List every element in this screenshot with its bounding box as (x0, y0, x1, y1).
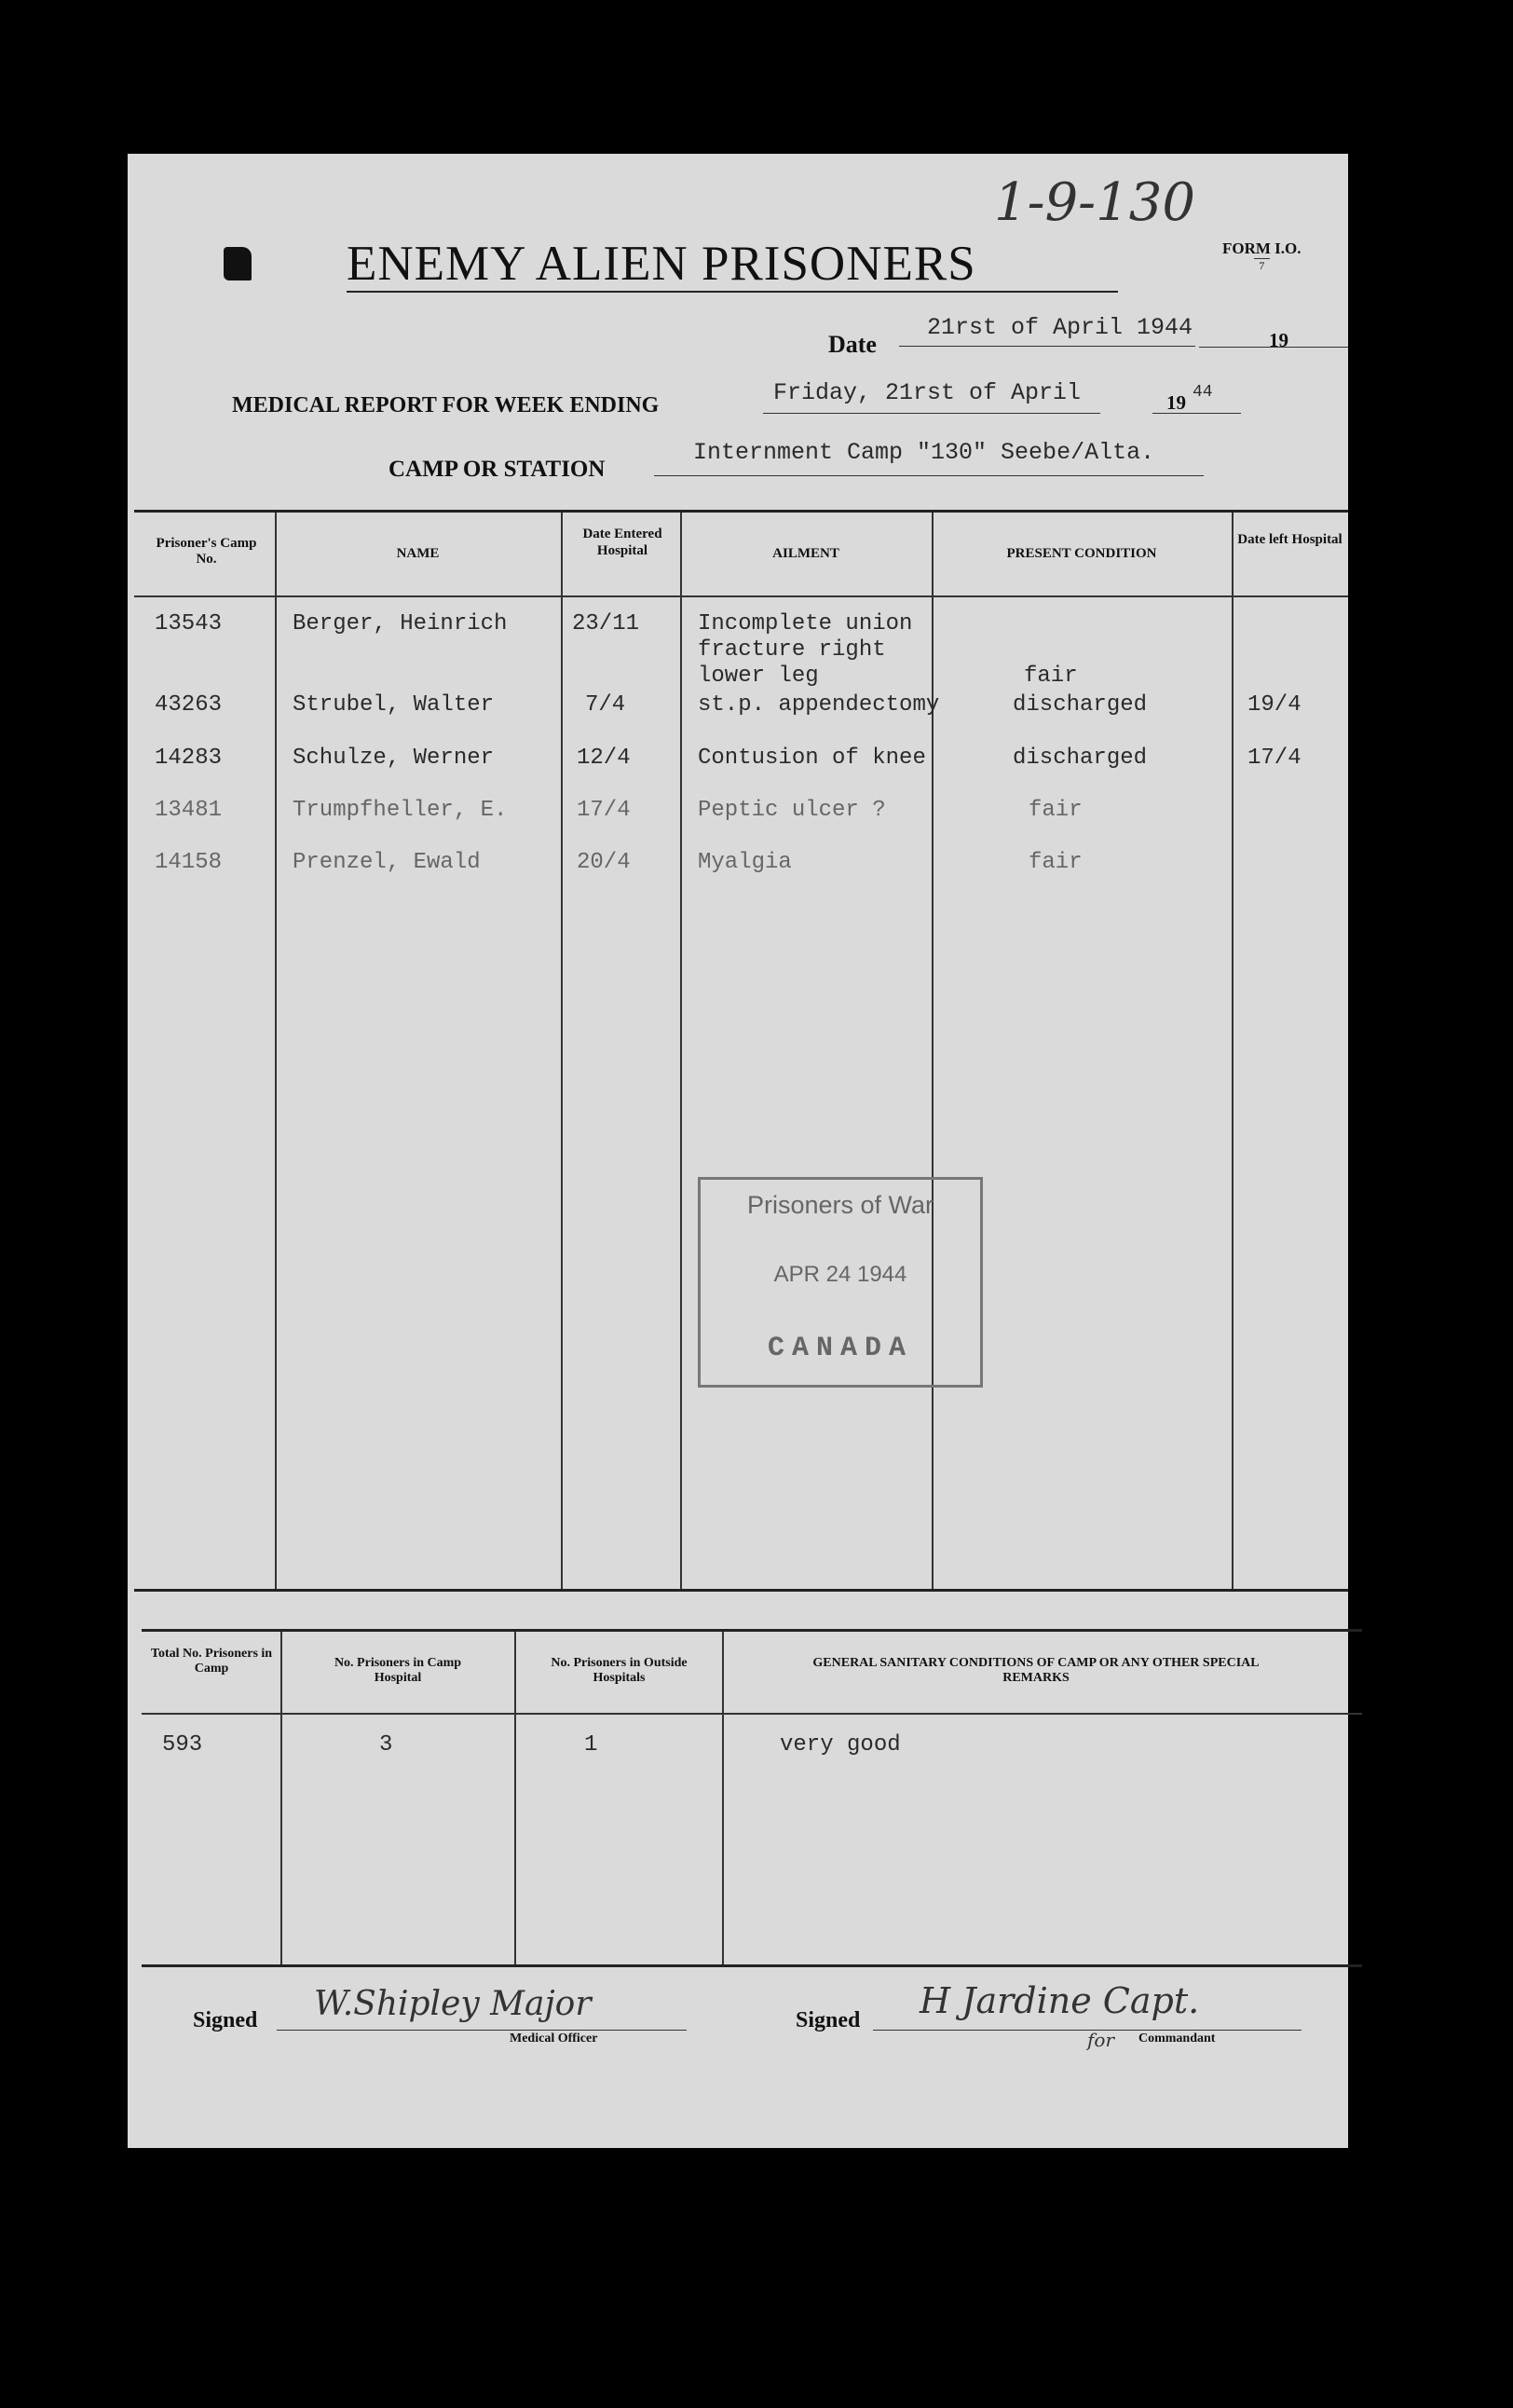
row-camp-no: 14283 (155, 746, 223, 771)
form-number-value: 7 (1254, 258, 1270, 273)
date-line (899, 346, 1195, 347)
week-ending-label: MEDICAL REPORT FOR WEEK ENDING (232, 393, 660, 417)
week-year-line (1152, 413, 1241, 414)
stamp-line-1: Prisoners of War (746, 1191, 934, 1219)
camp-value: Internment Camp "130" Seebe/Alta. (693, 439, 1155, 466)
row-camp-no: 13543 (155, 611, 223, 636)
row-ailment-line: st.p. appendectomy (698, 692, 940, 718)
for-note: for (1087, 2029, 1115, 2051)
row-date-entered: 17/4 (577, 798, 631, 823)
row-name: Prenzel, Ewald (293, 850, 481, 875)
row-camp-no: 14158 (155, 850, 223, 875)
summary-remarks-value: very good (780, 1732, 901, 1758)
form-number (1222, 239, 1302, 273)
table-header-rule (134, 595, 1348, 597)
summary-header-total: Total No. Prisoners in Camp (150, 1647, 273, 1676)
file-reference: 1-9-130 (994, 172, 1195, 233)
column-header-name: NAME (396, 546, 440, 561)
column-header-date-entered: Date Entered Hospital (582, 527, 662, 558)
row-condition: fair (1029, 850, 1083, 875)
row-condition: fair (1024, 664, 1078, 689)
row-condition: discharged (1013, 692, 1148, 718)
main-table (134, 510, 1348, 1592)
week-ending-value: Friday, 21rst of April (773, 379, 1082, 406)
row-name: Schulze, Werner (293, 746, 495, 771)
week-year-suffix: 44 (1193, 383, 1213, 402)
table-row (134, 798, 1348, 826)
row-ailment-line: Contusion of knee (698, 746, 926, 771)
date-year-line (1199, 347, 1348, 348)
row-ailment-line: lower leg (698, 664, 819, 689)
date-label: Date (828, 331, 877, 358)
row-condition: fair (1029, 798, 1083, 823)
row-date-entered: 7/4 (585, 692, 626, 718)
table-row (134, 692, 1348, 720)
row-name: Trumpfheller, E. (293, 798, 508, 823)
title-underline (347, 291, 1118, 293)
form-label: FORM I.O. (1222, 239, 1302, 257)
row-date-entered: 23/11 (572, 611, 640, 636)
summary-table (142, 1629, 1362, 1967)
medical-officer-signature: W.Shipley Major (314, 1985, 592, 2023)
stamp-line-2: APR 24 1944 (773, 1262, 907, 1287)
table-row (134, 850, 1348, 878)
row-ailment-line: Peptic ulcer ? (698, 798, 886, 823)
page-title: ENEMY ALIEN PRISONERS (347, 237, 976, 291)
summary-header-camp-hospital: No. Prisoners in Camp Hospital (334, 1656, 462, 1685)
row-condition: discharged (1013, 746, 1148, 771)
table-row (134, 746, 1348, 773)
received-stamp (698, 1177, 983, 1388)
row-camp-no: 13481 (155, 798, 223, 823)
report-form (128, 154, 1348, 2148)
row-date-entered: 12/4 (577, 746, 631, 771)
commandant-signature: H Jardine Capt. (920, 1980, 1200, 2021)
row-ailment-line: Myalgia (698, 850, 792, 875)
week-year-prefix: 19 (1166, 391, 1186, 414)
row-name: Strubel, Walter (293, 692, 495, 718)
medical-signature-line (277, 2030, 687, 2031)
column-header-camp-no: Prisoner's Camp No. (156, 536, 257, 567)
camp-line (654, 475, 1204, 476)
summary-camp-hospital-value: 3 (379, 1732, 393, 1758)
row-date-entered: 20/4 (577, 850, 631, 875)
summary-header-outside-hospitals: No. Prisoners in Outside Hospitals (551, 1656, 688, 1685)
signed-label-medical: Signed (193, 2008, 258, 2032)
camp-label: CAMP OR STATION (388, 457, 606, 482)
signed-label-commandant: Signed (796, 2008, 861, 2032)
form-marker (224, 247, 252, 280)
row-ailment-line: Incomplete union (698, 611, 913, 636)
column-header-ailment: AILMENT (772, 546, 839, 561)
row-date-left: 17/4 (1247, 746, 1302, 771)
row-ailment-line: fracture right (698, 637, 886, 663)
week-ending-line (763, 413, 1100, 414)
row-camp-no: 43263 (155, 692, 223, 718)
summary-header-remarks: GENERAL SANITARY CONDITIONS OF CAMP OR ANY OTHER SPECIAL REMARKS (812, 1656, 1260, 1685)
summary-outside-hospitals-value: 1 (584, 1732, 598, 1758)
date-value: 21rst of April 1944 (927, 314, 1193, 341)
row-name: Berger, Heinrich (293, 611, 508, 636)
summary-total-value: 593 (162, 1732, 203, 1758)
row-date-left: 19/4 (1247, 692, 1302, 718)
column-header-present-condition: PRESENT CONDITION (1006, 546, 1157, 561)
commandant-role: Commandant (1138, 2032, 1216, 2045)
medical-officer-role: Medical Officer (510, 2032, 598, 2045)
date-year-prefix: 19 (1269, 329, 1288, 351)
column-header-date-left: Date left Hospital (1237, 532, 1343, 547)
stamp-line-3: CANADA (767, 1333, 914, 1364)
